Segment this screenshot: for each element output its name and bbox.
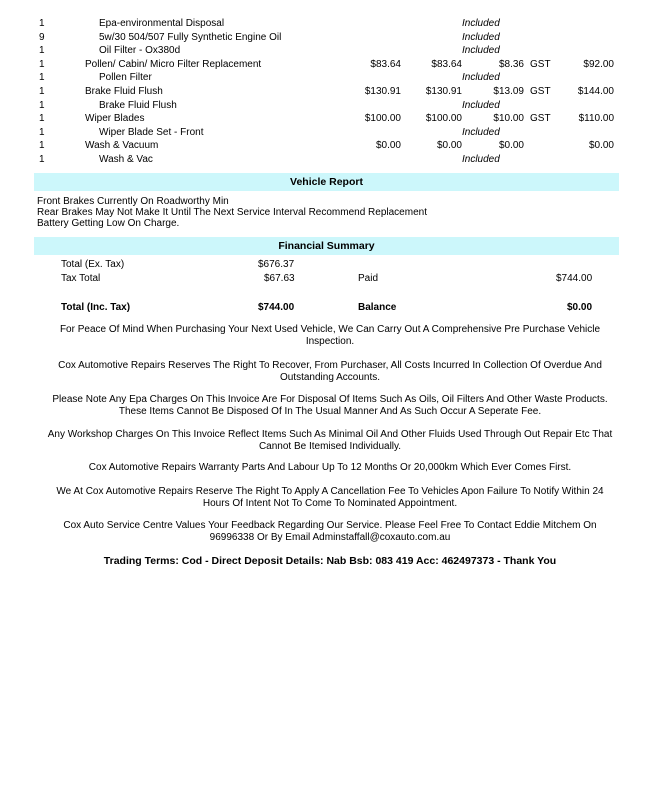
financial-summary-title: Financial Summary: [278, 240, 375, 252]
item-included: Included: [462, 18, 500, 29]
tax-total-value: $67.63: [264, 273, 295, 284]
item-included: Included: [462, 72, 500, 83]
item-description: Oil Filter - Ox380d: [99, 45, 181, 56]
total-inc-tax-value: $744.00: [258, 302, 295, 313]
note-line: Please Note Any Epa Charges On This Invoice Are For Disposal Of Items Such As Oils, Oil Filters And Other Waste Products.: [52, 394, 608, 405]
note-line: Any Workshop Charges On This Invoice Reflect Items Such As Minimal Oil And Other Fluids Used Through Out Repair Etc That: [47, 429, 613, 440]
item-gst-amount: $10.00: [493, 113, 524, 124]
item-description: Epa-environmental Disposal: [99, 18, 225, 29]
item-gst-amount: $8.36: [498, 59, 524, 70]
item-unit-price: $83.64: [370, 59, 401, 70]
financial-summary-header: [34, 237, 619, 255]
vehicle-report-line: Battery Getting Low On Charge.: [37, 218, 180, 229]
item-qty: 1: [39, 59, 45, 70]
note-line: Inspection.: [305, 335, 355, 347]
item-included: Included: [462, 45, 500, 56]
item-gst-amount: $0.00: [498, 140, 524, 151]
note-line: For Peace Of Mind When Purchasing Your Next Used Vehicle, We Can Carry Out A Comprehensive Pre Purchase Vehicle: [59, 324, 601, 335]
item-description: Pollen/ Cabin/ Micro Filter Replacement: [85, 59, 262, 70]
item-extended-price: $0.00: [436, 140, 462, 151]
item-qty: 1: [39, 154, 45, 165]
item-description: Pollen Filter: [99, 72, 152, 83]
item-qty: 9: [39, 32, 45, 43]
item-included: Included: [462, 100, 500, 111]
paid-value: $744.00: [556, 273, 593, 284]
item-included: Included: [462, 32, 500, 43]
note-line: Hours Of Intent Not To Come To Nominated Appointment.: [202, 497, 458, 509]
vehicle-report-line: Front Brakes Currently On Roadworthy Min: [37, 196, 229, 207]
item-unit-price: $100.00: [364, 113, 401, 124]
item-qty: 1: [39, 127, 45, 138]
note-line: 96996338 Or By Email Adminstaffall@coxauto.com.au: [209, 531, 451, 543]
item-total: $144.00: [577, 86, 614, 97]
item-description: Wash & Vacuum: [85, 140, 159, 151]
item-unit-price: $130.91: [364, 86, 401, 97]
item-description: 5w/30 504/507 Fully Synthetic Engine Oil: [99, 32, 282, 43]
item-qty: 1: [39, 113, 45, 124]
item-gst-label: GST: [530, 59, 551, 70]
item-extended-price: $130.91: [425, 86, 462, 97]
total-ex-tax-value: $676.37: [258, 259, 295, 270]
item-qty: 1: [39, 100, 45, 111]
item-description: Wiper Blade Set - Front: [99, 127, 204, 138]
item-unit-price: $0.00: [375, 140, 401, 151]
item-gst-amount: $13.09: [493, 86, 524, 97]
vehicle-report-title: Vehicle Report: [290, 176, 363, 188]
balance-label: Balance: [358, 302, 397, 313]
note-line: Cannot Be Itemised Individually.: [258, 440, 402, 452]
item-total: $92.00: [583, 59, 614, 70]
note-line: Cox Automotive Repairs Reserves The Right To Recover, From Purchaser, All Costs Incurred In Collection Of Overdue And: [58, 360, 602, 371]
item-gst-label: GST: [530, 113, 551, 124]
total-inc-tax-label: Total (Inc. Tax): [61, 302, 131, 313]
item-included: Included: [462, 154, 500, 165]
item-qty: 1: [39, 86, 45, 97]
item-description: Wiper Blades: [85, 113, 145, 124]
item-description: Brake Fluid Flush: [99, 100, 177, 111]
item-qty: 1: [39, 45, 45, 56]
item-qty: 1: [39, 140, 45, 151]
item-total: $110.00: [578, 113, 614, 124]
tax-total-label: Tax Total: [61, 273, 101, 284]
total-ex-tax-label: Total (Ex. Tax): [61, 259, 125, 270]
note-line: Outstanding Accounts.: [279, 371, 381, 383]
vehicle-report-line: Rear Brakes May Not Make It Until The Next Service Interval Recommend Replacement: [37, 207, 427, 218]
item-qty: 1: [39, 72, 45, 83]
note-line: Cox Auto Service Centre Values Your Feedback Regarding Our Service. Please Feel Free To Contact Eddie Mitchem On: [63, 520, 597, 531]
note-line: Cox Automotive Repairs Warranty Parts And Labour Up To 12 Months Or 20,000km Which Ever Comes First.: [88, 462, 572, 473]
note-line: We At Cox Automotive Repairs Reserve The Right To Apply A Cancellation Fee To Vehicles Apon Failure To Notify Within 24: [56, 486, 604, 497]
item-extended-price: $83.64: [431, 59, 462, 70]
item-extended-price: $100.00: [425, 113, 462, 124]
item-total: $0.00: [588, 140, 614, 151]
trading-terms: Trading Terms: Cod - Direct Deposit Details: Nab Bsb: 083 419 Acc: 462497373 - Thank You: [103, 555, 557, 567]
item-gst-label: GST: [530, 86, 551, 97]
note-line: These Items Cannot Be Disposed Of In The Usual Manner And As Such Occur A Seperate Fee.: [118, 405, 542, 417]
item-description: Wash & Vac: [99, 154, 153, 165]
paid-label: Paid: [358, 273, 379, 284]
item-qty: 1: [39, 18, 45, 29]
balance-value: $0.00: [567, 302, 593, 313]
vehicle-report-header: [34, 173, 619, 191]
item-included: Included: [462, 127, 500, 138]
item-description: Brake Fluid Flush: [85, 86, 163, 97]
